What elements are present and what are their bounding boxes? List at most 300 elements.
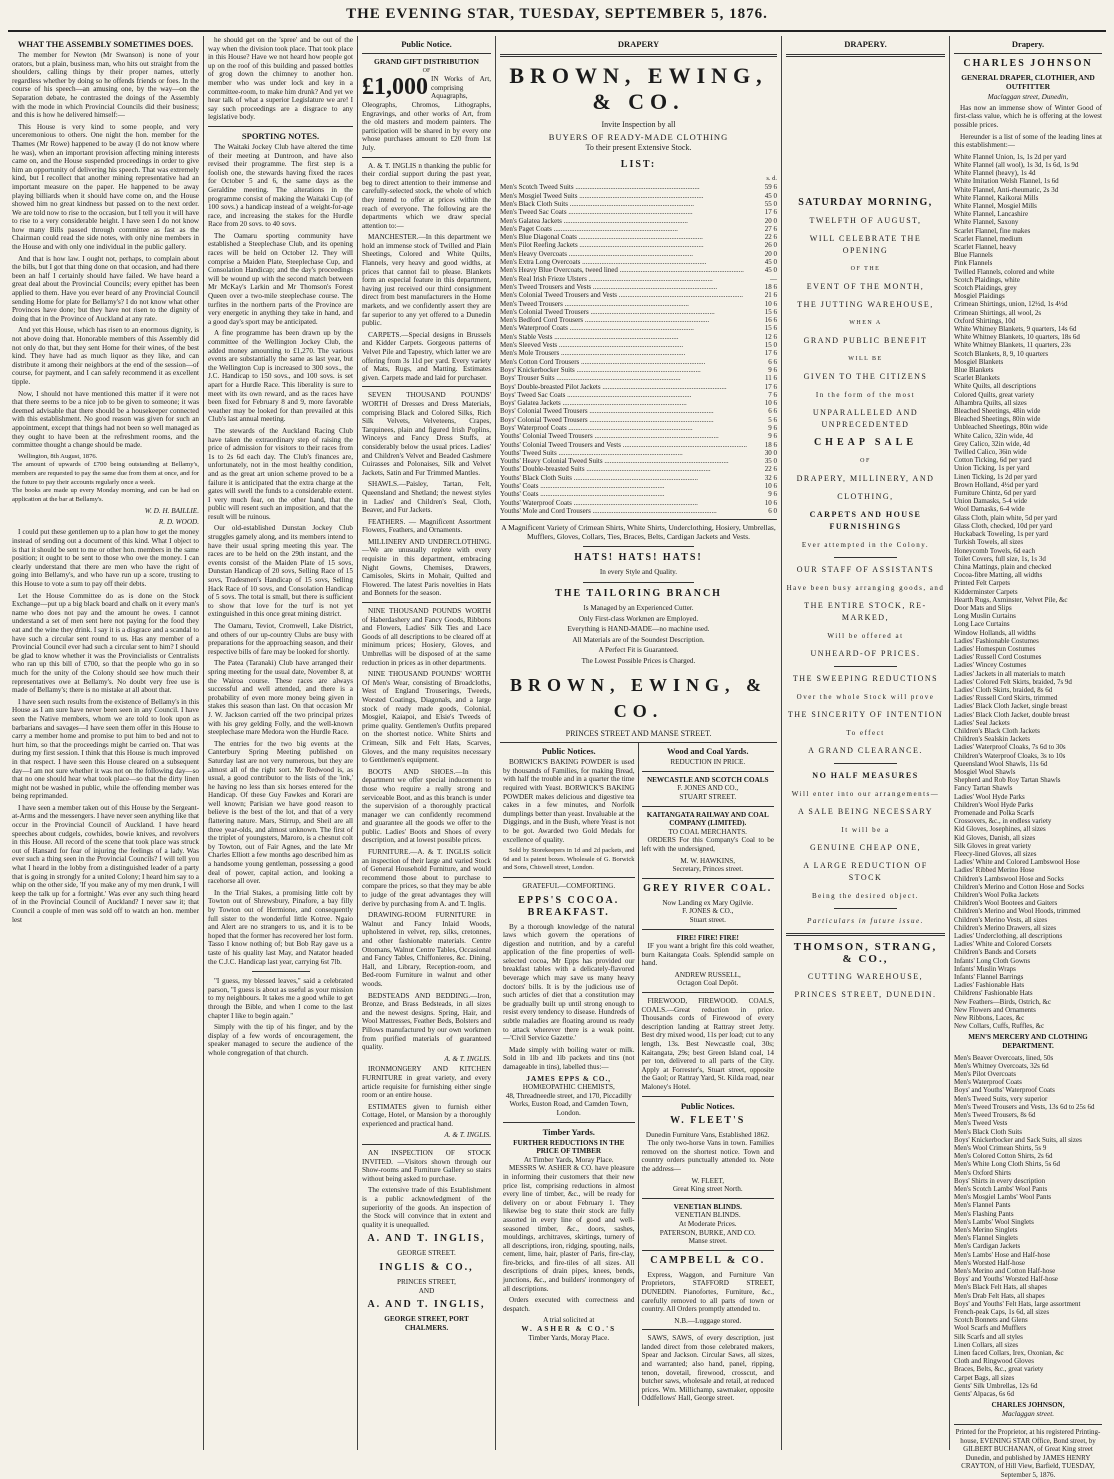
price-row <box>500 474 777 482</box>
firm-role: HOMŒOPATHIC CHEMISTS, <box>522 1083 615 1092</box>
price-row <box>500 391 777 399</box>
firm-name: A. AND T. INGLIS, <box>367 1233 486 1245</box>
list-item: New Collars, Cuffs, Ruffles, &c <box>954 1022 1045 1031</box>
price-row <box>500 482 777 490</box>
list-item: Men's Tweed Trousers, 8s 6d <box>954 1111 1036 1120</box>
list-item: Children's Merino Drawers, all sizes <box>954 923 1057 932</box>
price-row <box>500 399 777 407</box>
firm-name: ANDREW RUSSELL, <box>674 970 741 979</box>
firm-address: Timber Yards, Moray Place. <box>528 1333 610 1342</box>
ad-line: A Magnificent Variety of Crimean Shirts, White Shirts, Underclothing, Hosiery, Umbrellas, Mufflers, Gloves, Collars, Ties, Braces, Belts, Cardigan Jackets and Vests. <box>501 523 776 541</box>
ad-line: WHEN A <box>849 320 882 326</box>
signature: A. & T. INGLIS. <box>444 1054 491 1063</box>
price-row <box>500 217 777 225</box>
price-item: Youths' Mole and Cord Trousers ..... <box>500 507 747 515</box>
divider <box>252 971 310 972</box>
ad-line: OF THE <box>850 266 881 272</box>
ad-line: Dunedin Furniture Vans, Established 1862. <box>645 1130 770 1139</box>
article-paragraph: The member for Newton (Mr Swanson) is none of your orators, but a plain, business man, who hits out straight from the shoulders, calling things by their proper names, utterly regardless whether by doing so he offends friends or foes. In the course of his speech—an amusing one, by the way—on the Separation debate, he contrasted the doings of the Assembly with the mode in which Provincial Councils did their business; and this is how he delivered himself:— <box>12 51 199 120</box>
ad-paragraph: FEATHERS. — Magnificent Assortment Flowers, Feathers, and Ornaments. <box>362 517 491 535</box>
price-value: 17 6 <box>764 382 777 391</box>
list-item: Men's Whitney Overcoats, 32s 6d <box>954 1061 1049 1070</box>
list-item: Men's Tweed Trousers and Vests, 13s 6d to 25s 6d <box>954 1102 1095 1111</box>
article-paragraph: A fine programme has been drawn up by the committee of the Wellington Jockey Club, the added money amounting to £1,270. The various events are substantially the same as last year, but the Wellington Cup is increased to 300 sovs., the J.C. Handicap to 150 sovs., and 100 sovs. is set apart for a Hurdle Race. This liberality is sure to meet with its own reward, and as the races have been fixed for February 8 and 9, more favorable weather may be looked for than prevailed at this Club's last annual meeting. <box>208 329 353 424</box>
price-item: Men's Stable Vests ..... <box>500 333 747 341</box>
ad-line: Is Managed by an Experienced Cutter. <box>583 604 694 613</box>
ad-line: SATURDAY MORNING, <box>798 197 933 208</box>
price-item: Youths' Coats ..... <box>500 490 747 498</box>
ad-line: TO COAL MERCHANTS. <box>668 827 747 836</box>
firm-address: PRINCES STREET, <box>397 1278 456 1286</box>
list-item: Men's White Long Cloth Shirts, 5s 6d <box>954 1160 1060 1169</box>
firm-address: Stuart street. <box>689 915 726 924</box>
price-row <box>500 258 777 266</box>
wood-coal-right <box>639 743 778 1406</box>
ad-line: TWELFTH OF AUGUST, <box>809 216 922 225</box>
ad-line: A GRAND CLEARANCE. <box>808 746 923 755</box>
list-item: Mosgiel Wool Shawls <box>954 767 1016 776</box>
list-item: Alhambra Quilts, all sizes <box>954 398 1027 407</box>
price-value: 16 6 <box>764 316 777 325</box>
price-row <box>500 241 777 249</box>
price-value: 26 0 <box>764 241 777 250</box>
price-value: 30 0 <box>764 448 777 457</box>
ad-paragraph: Hereunder is a list of some of the leading lines at this establishment:— <box>954 132 1102 150</box>
firm-name: JAMES EPPS & CO., <box>526 1074 612 1083</box>
firm-address: GEORGE STREET, PORT CHALMERS. <box>384 1315 469 1332</box>
ad-line: THE SWEEPING REDUCTIONS <box>792 674 939 683</box>
price-row <box>500 490 777 498</box>
ad-line: Everything is HAND-MADE—no machine used. <box>567 625 710 634</box>
list-item: Scarlet Flannel, fine makes <box>954 226 1031 235</box>
list-item: Ladies' Cloth Skirts, braided, 8s 6d <box>954 685 1053 694</box>
ad-line: NEWCASTLE AND SCOTCH COALS <box>646 775 769 784</box>
ad-line: N.B.—Luggage stored. <box>674 1316 742 1325</box>
price-value: 10 6 <box>764 498 777 507</box>
price-item: Boys' Double-breasted Pilot Jackets ..... <box>500 383 747 391</box>
divider <box>362 53 491 54</box>
list-item: Men's Wool Crimean Shirts, 5s 9 <box>954 1143 1047 1152</box>
price-row <box>500 233 777 241</box>
divider <box>834 557 898 558</box>
list-item: Children's Merino and Wool Hoods, trimmed <box>954 907 1081 916</box>
divider <box>834 908 898 909</box>
ad-line: VENETIAN BLINDS. <box>673 1202 742 1211</box>
divider <box>786 54 945 57</box>
price-item: Men's Tweed Sac Coats ..... <box>500 208 747 216</box>
divider <box>642 1329 775 1330</box>
price-value: 6 6 <box>768 407 777 416</box>
divider <box>642 1198 775 1199</box>
column-brown-ewing <box>496 36 782 1450</box>
list-item: Door Mats and Slips <box>954 603 1012 612</box>
firm-name: M. W. HAWKINS, <box>680 856 736 865</box>
list-item: Queensland Wool Shawls, 11s 6d <box>954 759 1048 768</box>
article-paragraph: In the Trial Stakes, a promising little colt by Towton out of Shrewsbury, Pinafore, a bay filly by Towton out of Hermione, and consequently full sister to the wonderful little Kotree. Ngaio and Alert are no strangers to us, and it is to be hoped that the former has recovered her lost form. Tasso I know nothing of; but Bob Ray gave us a taste of his quality last May, and Natator headed the C.J.C. Handicap last year, carrying 6st 7lb. <box>208 888 353 966</box>
article-paragraph: And yet this House, which has risen to an enormous dignity, is not above doing that. Honorable members of this Assembly did not only do that, but they sent Home for their wines, of the best kind. They have had as much liquor as they like, and can distribute it among their neighbors at the end of the session—of course, for payment, and I can safely recommend it as excellent tipple. <box>12 326 199 386</box>
article-paragraph: he should get on the 'spree' and be out of the way when the division took place. That took place in this House? Have we not heard how people got up on the roof of this building and passed bottles of grog down the chimney to another hon. member who was under lock and key in a committee-room, to make him drunk? And yet we hear talk of what a superior Legislature we are! I say such proceedings are a disgrace to any legislative body. <box>208 36 353 122</box>
list-item: Unbleached Sheetings, 80in wide <box>954 423 1048 432</box>
ad-line: CHEAP SALE <box>813 437 918 448</box>
article-paragraph: The Patea (Taranaki) Club have arranged their spring meeting for the usual date, November 8, at the Wairoa course. These races are always successful and well attended, and there is a probability of even more money being given in stakes this season than last. On that occasion Mr J. W. Jackson carried off the two principal prizes with his grey gelding Folly, and the well-known steeplechase mare Medora won the Hurdle Race. <box>208 659 353 737</box>
price-value: 35 0 <box>764 457 777 466</box>
firm-name: THOMSON, STRANG, & CO., <box>793 941 938 965</box>
list-item: Men's Lambs' Wool Singlets <box>954 1217 1034 1226</box>
column-assembly <box>8 36 204 1450</box>
list-item: Ladies' Ribbed Merino Hose <box>954 866 1035 875</box>
list-item: Glass Cloth, checked, 10d per yard <box>954 521 1053 530</box>
divider <box>834 763 898 764</box>
section-heading: Wood and Coal Yards. <box>667 746 749 757</box>
ad-line: GRATEFUL—COMFORTING. <box>522 881 616 890</box>
lower-notices <box>500 742 777 1406</box>
price-value: 20 0 <box>764 216 777 225</box>
list-item: Twilled Flannels, colored and white <box>954 267 1055 276</box>
price-value: 11 6 <box>765 374 777 383</box>
ad-paragraph: BOOTS AND SHOES.—In this department we offer special inducement to those who require a really strong and serviceable Boot, and as this branch is under the supervision of a thoroughly practical manager we can confidently recommend and guarantee all the goods we offer to the public. Ladies' Boots and Shoes of every description, and at lowest possible prices. <box>362 767 491 845</box>
list-item: Men's Merino Singlets <box>954 1225 1018 1234</box>
list-item: New Feathers—Birds, Ostrich, &c <box>954 997 1052 1006</box>
ad-line: A SALE BEING NECESSARY <box>797 807 933 816</box>
list-item: Ladies' Underclothing, all descriptions <box>954 932 1063 941</box>
article-paragraph: I could put these gentlemen up to a plan how to get the money instead of sending out a document of this kind. What I object to is that it should be sent to me or other hon. members in the same position; it ought to be sent to those who owe the money. I can clearly understand that there are men who have the right of going into Bellamy's, and who have run up a score, trusting to this House to vote a sum to pay off their debts. <box>12 528 199 589</box>
ad-line: Will be offered at <box>827 632 904 640</box>
list-item: Cotton Ticking, 6d per yard <box>954 456 1032 465</box>
divider <box>642 878 775 879</box>
price-value: 59 6 <box>764 183 777 192</box>
list-item: Boys' Knickerbocker and Sack Suits, all sizes <box>954 1135 1082 1144</box>
ad-paragraph: Has now an immense show of Winter Good of first-class value, which he is offering at the lowest possible prices. <box>954 103 1102 129</box>
ad-paragraph: Express, Waggon, and Furniture Van Proprietors, STAFFORD STREET, DUNEDIN. Pianofortes, Furniture, &c., carefully removed to all parts of town or country. All Orders promptly attended to. <box>641 1270 774 1314</box>
price-value: 9 6 <box>768 365 777 374</box>
list-item: White Quilts, all descriptions <box>954 382 1037 391</box>
price-value: 10 6 <box>764 399 777 408</box>
price-value: 45 0 <box>764 258 777 267</box>
price-item: Men's Colonial Tweed Trousers and Vests ..... <box>500 291 747 299</box>
ad-paragraph: NINE THOUSAND POUNDS' WORTH Of Men's Wear, consisting of Broadcloths, West of England Trouserings, Tweeds, Worsted Coatings, Diagonals, and a large stock of ready made goods, Colonial, Mosgiel, Kaiapoi, and Elsie's Tweeds of prime quality. Gentlemen's Outfits prepared on the shortest notice. White Shirts and Crimean, Silk and Felt Hats, Scarves, Gloves, and the many requisites necessary to Gentlemen's equipment. <box>362 670 491 765</box>
firm-address: Maclaggan street, Dunedin, <box>987 93 1069 102</box>
list-item: Kidderminster Carpets <box>954 587 1018 596</box>
article-paragraph: The Waitaki Jockey Club have altered the time of their meeting at Duntroon, and have also revised their programme. The first step is a foolish one, the stewards having fixed the races for October 5 and 6, the same days as the Geraldine meeting. The alterations in the programme consist of making the Waitaki Cup (of 100 sovs.) a handicap instead of a weight-for-age race, and increasing the stakes for the Hurdle Race from 20 sovs. to 40 sovs. <box>208 142 353 229</box>
divider <box>362 386 491 387</box>
price-item: Boys' Trouser Suits ..... <box>500 374 747 382</box>
ad-line: At Timber Yards, Moray Place. <box>523 1155 614 1164</box>
list-item: New Ribbons, Laces, &c <box>954 1014 1025 1023</box>
price-item: Men's Heavy Blue Overcoats, tweed lined ..... <box>500 266 747 274</box>
list-item: Men's Mosgiel Lambs' Wool Pants <box>954 1193 1052 1202</box>
ad-line: Ever attempted in the Colony. <box>801 541 930 549</box>
ad-line: Will enter into our arrangements— <box>791 790 940 798</box>
list-item: Fancy Tartan Shawls <box>954 784 1013 793</box>
divider <box>642 806 775 807</box>
list-item: Huckaback Toweling, 1s per yard <box>954 530 1049 539</box>
price-value: 7 6 <box>768 390 777 399</box>
firm-address: 48, Threadneedle street, and 170, Piccadilly Works, Euston Road, and Camden Town, London. <box>505 1091 632 1117</box>
list-item: Blue Blankets <box>954 366 994 375</box>
article-paragraph: And that is how law. I ought not, perhaps, to complain about the bills, but I got that thing done on that occasion, and had there been an half I certainly should have failed. We have heard a great deal about the Provincial Councils; every epithet has been applied to them. Have you ever heard of any Provincial Council sending Home for plate for Bellamy's? I do not know what other Provinces have done; but they have not risen to the dignity of doing that in the Province of Auckland at any rate. <box>12 254 199 323</box>
ad-paragraph: MILLINERY AND UNDERCLOTHING. —We are unusually replete with every requisite in this department, embracing Night Gowns, Chemises, Drawers, Camisoles, Skirts in Mohair, Quilted and Flowered. The latest Paris novelties in Hats and Bonnets for the season. <box>362 537 491 598</box>
section-heading: Public Notices. <box>541 746 596 757</box>
ad-paragraph: SHAWLS.—Paisley, Tartan, Felt, Queensland and Shetland; the newest styles in Ladies' and Children's Seal, Cloth, Beaver, and Fur Jackets. <box>362 480 491 515</box>
signature: W. D. H. BAILLIE. <box>144 507 199 516</box>
price-row <box>500 383 777 391</box>
list-item: Ladies' White and Colored Lambswool Hose <box>954 858 1080 867</box>
price-row <box>500 291 777 299</box>
price-row <box>500 407 777 415</box>
ad-line: It will be a <box>841 826 890 834</box>
price-item: Men's Galatea Jackets ..... <box>500 217 747 225</box>
list-item: Window Hollands, all widths <box>954 628 1036 637</box>
list-item: Ladies' Waterproof Cloaks, 7s 6d to 30s <box>954 743 1066 752</box>
list-item: Scotch Blankets, 8, 9, 10 quarters <box>954 349 1049 358</box>
ad-line: All Materials are of the Soundest Description. <box>572 635 705 644</box>
price-value: 20 0 <box>764 249 777 258</box>
list-item: Silk Scarfs and all styles <box>954 1332 1023 1341</box>
list-item: Boys' and Youths' Worsted Half-hose <box>954 1275 1058 1284</box>
divider <box>583 582 694 583</box>
price-item: Youths' Double-breasted Suits ..... <box>500 465 747 473</box>
list-item: Crimean Shirtings, all wool, 2s <box>954 308 1042 317</box>
price-item: Men's Real Irish Frieze Ulsters ..... <box>500 275 747 283</box>
price-row <box>500 374 777 382</box>
ad-line: THE JUTTING WAREHOUSE, <box>797 300 934 309</box>
price-value: 5 6 <box>768 415 777 424</box>
list-item: Men's Cardigan Jackets <box>954 1242 1021 1251</box>
ad-paragraph: CARPETS.—Special designs in Brussels and Kidder Carpets. Gorgeous patterns of Velvet Pile and Tapestry, which latter we are offering from 3s 11d per yard. Every variety of Mats, Rugs, and Matting. Estimates given. Carpets made and laid for purchaser. <box>362 330 491 382</box>
price-list-title: LIST: <box>620 158 657 170</box>
list-item: Blue Flannels <box>954 251 993 260</box>
price-item: Men's Cotton Cord Trousers ..... <box>500 358 747 366</box>
list-item: Union Ticking, 1s per yard <box>954 464 1030 473</box>
list-item: French-peak Caps, 1s 6d, all sizes <box>954 1307 1050 1316</box>
list-item: Children's Black Cloth Jackets <box>954 726 1040 735</box>
list-item: Crossovers, &c., in endless variety <box>954 817 1052 826</box>
price-row <box>500 432 777 440</box>
list-item: Boys' Shirts in every description <box>954 1176 1046 1185</box>
divider <box>500 54 777 57</box>
list-item: Men's Tweed Vests <box>954 1119 1008 1128</box>
article-heading: SPORTING NOTES. <box>241 130 320 141</box>
public-notices-left <box>500 743 639 1406</box>
list-item: White Flannel, Lancashire <box>954 210 1029 219</box>
price-row <box>500 266 777 274</box>
list-item: Men's Flashing Pants <box>954 1209 1014 1218</box>
list-item: Ladies' Colored Felt Skirts, braided, 7s 9d <box>954 677 1072 686</box>
gift-amount: £1,000 <box>362 74 428 101</box>
list-item: Ladies' Jackets in all materials to match <box>954 669 1066 678</box>
list-item: Men's Merino and Cotton Half-hose <box>954 1266 1056 1275</box>
price-row <box>500 333 777 341</box>
list-item: Glass Cloth, plain white, 5d per yard <box>954 513 1058 522</box>
list-item: Long Lace Curtains <box>954 620 1010 629</box>
ad-line: CARPETS AND HOUSE FURNISHINGS <box>809 510 922 531</box>
ad-paragraph: IRONMONGERY AND KITCHEN FURNITURE in great variety, and every article requisite for furnishing either single room or an entire house. <box>362 1065 491 1100</box>
divider <box>642 1250 775 1251</box>
list-item: Brown Holland, 4½d per yard <box>954 480 1038 489</box>
price-item: Youths' Black Cloth Suits ..... <box>500 474 747 482</box>
list-item: Men's Oxford Shirts <box>954 1168 1011 1177</box>
list-item: Men's Black Felt Hats, all shapes <box>954 1283 1048 1292</box>
column-sporting <box>204 36 358 1450</box>
ad-paragraph: IF you want a bright fire this cold weather, burn Kaitangata Coals. Splendid sample on hand. <box>641 942 774 968</box>
list-item: New Flowers and Ornaments <box>954 1005 1036 1014</box>
price-item: Men's Sleeved Vests ..... <box>500 341 747 349</box>
list-item: Linen faced Collars, Irex, Oxonian, &c <box>954 1348 1064 1357</box>
price-item: Men's Extra Long Overcoats ..... <box>500 258 747 266</box>
tailoring-heading: THE TAILORING BRANCH <box>555 588 722 600</box>
list-item: Scarlet Flannel, medium <box>954 234 1023 243</box>
list-item: Colored Quilts, great variety <box>954 390 1035 399</box>
list-item: Fleecy-lined Gloves, all sizes <box>954 850 1037 859</box>
list-item: Boys' and Youths' Felt Hats, large assortment <box>954 1299 1081 1308</box>
columns <box>8 36 1106 1479</box>
divider <box>642 1096 775 1097</box>
ad-line: In every Style and Quality. <box>599 568 678 577</box>
list-item: Wool Scarfs and Mufflers <box>954 1324 1027 1333</box>
mens-heading: MEN'S MERCERY AND CLOTHING DEPARTMENT. <box>968 1033 1088 1051</box>
list-item: Cocoa-fibre Matting, all widths <box>954 571 1043 580</box>
campbell-heading: CAMPBELL & CO. <box>650 1254 766 1266</box>
list-item: Hearth Rugs, Axminster, Velvet Pile, &c <box>954 595 1068 604</box>
price-item: Men's Paget Coats ..... <box>500 225 747 233</box>
list-item: Men's Pilot Overcoats <box>954 1070 1016 1079</box>
list-item: Ladies' Russell Cord Costumes <box>954 653 1042 662</box>
list-item: White Whitney Blankets, 11 quarters, 23s <box>954 341 1071 350</box>
ad-line: VENETIAN BLINDS. <box>674 1211 741 1220</box>
ad-line: WILL BE <box>848 356 883 362</box>
list-item: Children's Wool Hyde Parks <box>954 800 1034 809</box>
price-value: 15 0 <box>764 341 777 350</box>
list-item: Men's Colored Cotton Shirts, 2s 6d <box>954 1152 1053 1161</box>
price-value: 17 6 <box>764 208 777 217</box>
ad-line: A trial solicited at <box>543 1316 595 1325</box>
masthead: THE EVENING STAR, TUESDAY, SEPTEMBER 5, 1876. <box>8 6 1106 32</box>
ad-paragraph: MANCHESTER.—In this department we hold an immense stock of Twilled and Plain Sheetings, Colored and White Quilts, Flannels, very heavy and good widths, at prices that cannot fail to please. Blankets form an especial feature in this department, having just received our third consignment direct from best manufacturers in the Home markets, and we confidently assert they are far superior to any yet offered to a Dunedin public. <box>362 233 491 328</box>
price-row <box>500 225 777 233</box>
price-row <box>500 200 777 208</box>
ad-line: Particulars in future issue. <box>807 917 924 925</box>
price-value: 55 0 <box>764 199 777 208</box>
price-list <box>500 183 777 515</box>
ad-line: NO HALF MEASURES <box>812 771 919 780</box>
price-row <box>500 349 777 357</box>
list-item: Ladies' Homespun Costumes <box>954 644 1036 653</box>
column-inglis <box>358 36 496 1450</box>
price-item: Men's Heavy Overcoats ..... <box>500 250 747 258</box>
list-item: Linen Ticking, 1s 2d per yard <box>954 472 1037 481</box>
price-value: 22 6 <box>764 465 777 474</box>
price-row <box>500 192 777 200</box>
list-item: Men's Flannel Pants <box>954 1201 1011 1210</box>
price-row <box>500 499 777 507</box>
price-value: 10 6 <box>764 482 777 491</box>
article-paragraph: Our old-established Dunstan Jockey Club struggles gamely along, and its members intend to have their usual spring meeting this year. The races are to be held on the 29th instant, and the events consist of the Maiden Plate of 15 sovs, Dunstan Handicap of 20 sovs, Selling Race of 15 sovs, Tradesmen's Handicap of 15 sovs, Selling Hack Race of 10 sovs, and Consolation Handicap of 5 sovs. The total is small, but there is sufficient to show that love for the turf is not yet extinguished in this once great mining district. <box>208 524 353 619</box>
quoted-letter: Wellington, 8th August, 1876. The amount of upwards of £700 being outstanding at Bellamy's, members are requested to pay the same due from them at once, and for the future to pay their accounts regularly once a week. The books are made up every Monday morning, and can be had on application at the bar at Bellamy's. <box>12 452 199 503</box>
list-item: Men's Black Cloth Suits <box>954 1127 1022 1136</box>
ad-line: EVENT OF THE MONTH, <box>806 282 925 291</box>
price-value: — <box>770 274 777 283</box>
ad-line: THE SINCERITY OF INTENTION <box>787 710 944 719</box>
price-item: Youths' Waterproof Coats ..... <box>500 499 747 507</box>
firm-role: GENERAL DRAPER, CLOTHIER, AND OUTFITTER <box>961 73 1095 91</box>
list-item: Ladies' Fashionable Hats <box>954 981 1025 990</box>
firm-address: Octagon Coal Depôt. <box>677 979 739 988</box>
price-value: 9 6 <box>768 490 777 499</box>
firm-address: Secretary, Princes street. <box>672 865 744 874</box>
price-value: 12 6 <box>764 332 777 341</box>
ad-line: The Lowest Possible Prices is Charged. <box>581 657 696 665</box>
price-row <box>500 275 777 283</box>
list-item: Mosgiel Plaidings <box>954 292 1005 301</box>
ad-line: GIVEN TO THE CITIZENS <box>803 372 928 381</box>
list-item: Silk Gloves in great variety <box>954 841 1031 850</box>
list-item: Mosgiel Blankets <box>954 357 1004 366</box>
firm-and: AND <box>418 1286 435 1295</box>
ad-paragraph: FIREWOOD, FIREWOOD. COALS, COALS.—Great reduction in price. Thousands cords of Firewood of every description landing at Rattray street Jetty. Best dry mixed wood, 11s per load; cut to any length, 13s. Best Newcastle coal, 30s; Kaitangata, 29s; best Green Island coal, 14 per ton, delivered to all parts of the City. Apply at Forrester's, Stuart street, opposite the Gaol; or Rattray Yard, St. Kilda road, near Maloney's Hotel. <box>641 997 774 1091</box>
list-item: Ladies' Black Cloth Jacket, double breast <box>954 710 1070 719</box>
ad-paragraph: Made simply with boiling water or milk. Sold in 1lb and 1lb packets and tins (not damageable in tins), labelled thus:— <box>503 1045 635 1071</box>
divider <box>642 992 775 993</box>
list-item: Bleached Sheetings, 80in wide <box>954 415 1041 424</box>
divider <box>954 53 1102 54</box>
list-item: Children's Merino Vests, all sizes <box>954 915 1048 924</box>
price-item: Boys' Waterproof Coats ..... <box>500 424 747 432</box>
list-item: Furniture Chintz, 6d per yard <box>954 489 1036 498</box>
price-value: 15 6 <box>764 307 777 316</box>
price-value: 21 6 <box>764 291 777 300</box>
price-row <box>500 449 777 457</box>
list-item: Children's Wool Bootees and Gaiters <box>954 899 1058 908</box>
price-item: Boys' Colonial Tweed Trousers ..... <box>500 407 747 415</box>
list-item: Ladies' Black Cloth Jacket, single breast <box>954 702 1068 711</box>
ad-paragraph: MESSRS W. ASHER & CO. have pleasure in informing their customers that their new price list, comprising reductions in almost every line of timber, &c., will be ready for delivery on or about February 1. They likewise beg to state their stock are fully assorted in every line of good and well-seasoned timber, &c., doors, sashes, mouldings, architraves, skirtings, turnery of all descriptions, iron, ridging, spouting, nails, cement, lime, hair, plaster of Paris, fire-clay, fire-bricks, and fire-tiles of all sizes. All descriptions of drain pipes, knees, bends, junctions, &c., and builders' ironmongery of all descriptions. <box>503 1164 635 1293</box>
article-heading: WHAT THE ASSEMBLY SOMETIMES DOES. <box>17 39 194 49</box>
price-row <box>500 250 777 258</box>
divider <box>208 126 353 127</box>
list-item: Gents' Alpacas, 6s 6d <box>954 1390 1014 1398</box>
price-item: Men's Mole Trousers ..... <box>500 349 747 357</box>
list-item: Turkish Towels, all sizes <box>954 538 1024 547</box>
price-item: Boys' Tweed Sac Coats ..... <box>500 391 747 399</box>
price-item: Youths' Tweed Suits ..... <box>500 449 747 457</box>
ad-paragraph: DRAWING-ROOM FURNITURE in Walnut and Fancy Inlaid Woods, upholstered in velvet, rep, silks, cretonnes, and other fashionable materials. Centre Ottomans, Walnut Centre Tables, Occasional and Fancy Tables, Chiffonieres, &c. Dining, Hall, and Library, Reception-room, and Bed-room Furniture in walnut and other woods. <box>362 911 491 988</box>
list-item: Scotch Plaidings, white <box>954 275 1020 284</box>
ad-line: FIRE! FIRE! FIRE! <box>676 933 739 942</box>
ad-line: BUYERS OF READY-MADE CLOTHING <box>548 131 729 142</box>
price-value: 22 6 <box>764 233 777 242</box>
ad-paragraph: SAWS, SAWS, of every description, just landed direct from those celebrated makers, Spear and Jackson. Circular Saws, all sizes, and warranted; also hand, panel, ripping, tenon, dovetail, firewood, crosscut, and butcher saws, wholesale and retail, at reduced prices. Wm. Millichamp, sawmaker, opposite Oddfellows' Hall, George street. <box>641 1334 774 1403</box>
price-row <box>500 507 777 515</box>
list-item: Honeycomb Towels, 6d each <box>954 546 1036 555</box>
list-item: Scotch Bonnets and Glens <box>954 1316 1028 1325</box>
list-item: Men's Waterproof Coats <box>954 1078 1022 1087</box>
price-row <box>500 308 777 316</box>
price-row <box>500 341 777 349</box>
article-paragraph: This House is very kind to some people, and very unceremonious to others. One night the hon. member for the Thames (Mr Rowe) happened to be away (I do not know where he was), when an important provision affecting mining interests came on, and the House suspended proceedings in order to give him an opportunity of delivering his speech. That was extremely kind, but I recollect that another mining representative had an important measure on the paper. He happened to be away playing billiards when it should have come on, and the House showed him no great kindness but passed on to the next order. We are told now to rise to the occasion, but I tell you it will have to rise to a very considerable height. I have seen I do not know how many Bills passed through committee as fast as the Chairman could read the side notes, with only nine members in the House and with only one individual in the public gallery. <box>12 122 199 252</box>
list-item: Wool Damasks, 6-4 wide <box>954 505 1025 514</box>
ad-paragraph: The extensive trade of this Establishment is a public acknowledgment of the superiority of the goods. An inspection of the Stock will convince that in extent and quality it is unequalled. <box>362 1186 491 1229</box>
list-item: Oxford Shirtings, 10d <box>954 316 1016 325</box>
price-value: 17 6 <box>764 349 777 358</box>
price-item: Youths' Colonial Tweed Trousers ..... <box>500 432 747 440</box>
price-item: Men's Tweed Trousers ..... <box>500 300 747 308</box>
ad-line: GENUINE CHEAP ONE, <box>810 843 921 852</box>
ad-line: DRAPERY, MILLINERY, AND <box>796 474 935 483</box>
ad-paragraph: The only two-horse Vans in town. Families removed on the shortest notice. Town and country orders punctually attended to. Note the address— <box>641 1139 774 1173</box>
gift-of: OF <box>422 67 431 74</box>
list-item: White Flannel Union, 1s, 1s 2d per yard <box>954 152 1067 161</box>
divider <box>642 771 775 772</box>
